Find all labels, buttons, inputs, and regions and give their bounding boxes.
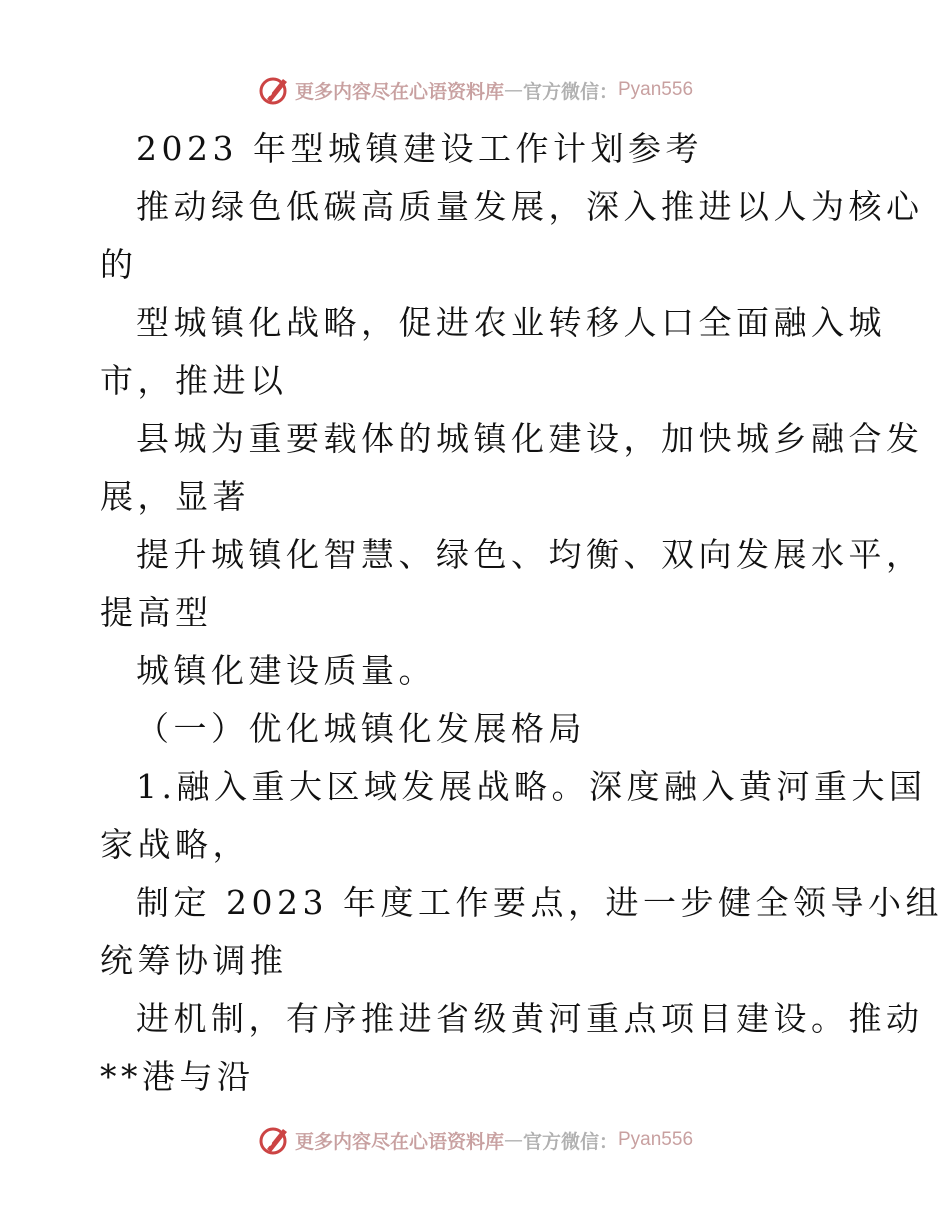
pen-logo-icon [257, 1123, 291, 1157]
banner-separator: — [503, 79, 523, 101]
doc-line: **港与沿 [100, 1057, 255, 1096]
doc-line: 展，显著 [100, 477, 250, 516]
banner-wechat-id: Pyan556 [618, 1129, 694, 1150]
header-watermark-banner [0, 70, 950, 110]
doc-line: 推动绿色低碳高质量发展，深入推进以人为核心 [136, 187, 924, 226]
doc-line: 城镇化建设质量。 [136, 651, 436, 690]
pen-logo-icon [257, 73, 291, 107]
doc-line: 1.融入重大区域发展战略。深度融入黄河重大国 [136, 767, 927, 806]
doc-line: 统筹协调推 [100, 941, 288, 980]
doc-line: 提升城镇化智慧、绿色、均衡、双向发展水平， [136, 535, 924, 574]
banner-site-text: 更多内容尽在心语资料库 [294, 80, 504, 103]
doc-line: 县城为重要载体的城镇化建设，加快城乡融合发 [136, 419, 924, 458]
doc-line: 型城镇化战略，促进农业转移人口全面融入城 [136, 303, 886, 342]
doc-line: 进机制，有序推进省级黄河重点项目建设。推动 [136, 999, 924, 1038]
doc-line: 制定 2023 年度工作要点，进一步健全领导小组 [136, 883, 943, 922]
doc-line: 2023 年型城镇建设工作计划参考 [136, 129, 703, 168]
doc-line: 的 [100, 245, 138, 284]
banner-site-text: 更多内容尽在心语资料库 [294, 1130, 504, 1153]
doc-line: 提高型 [100, 593, 213, 632]
banner-wechat-label: 官方微信： [522, 1130, 618, 1153]
doc-line: （一）优化城镇化发展格局 [136, 709, 586, 748]
banner-separator: — [503, 1129, 523, 1151]
banner-wechat-label: 官方微信： [522, 80, 618, 103]
footer-watermark-banner [0, 1120, 950, 1160]
banner-wechat-id: Pyan556 [618, 79, 694, 100]
document-body [100, 120, 943, 1106]
doc-line: 家战略， [100, 825, 250, 864]
doc-line: 市，推进以 [100, 361, 288, 400]
